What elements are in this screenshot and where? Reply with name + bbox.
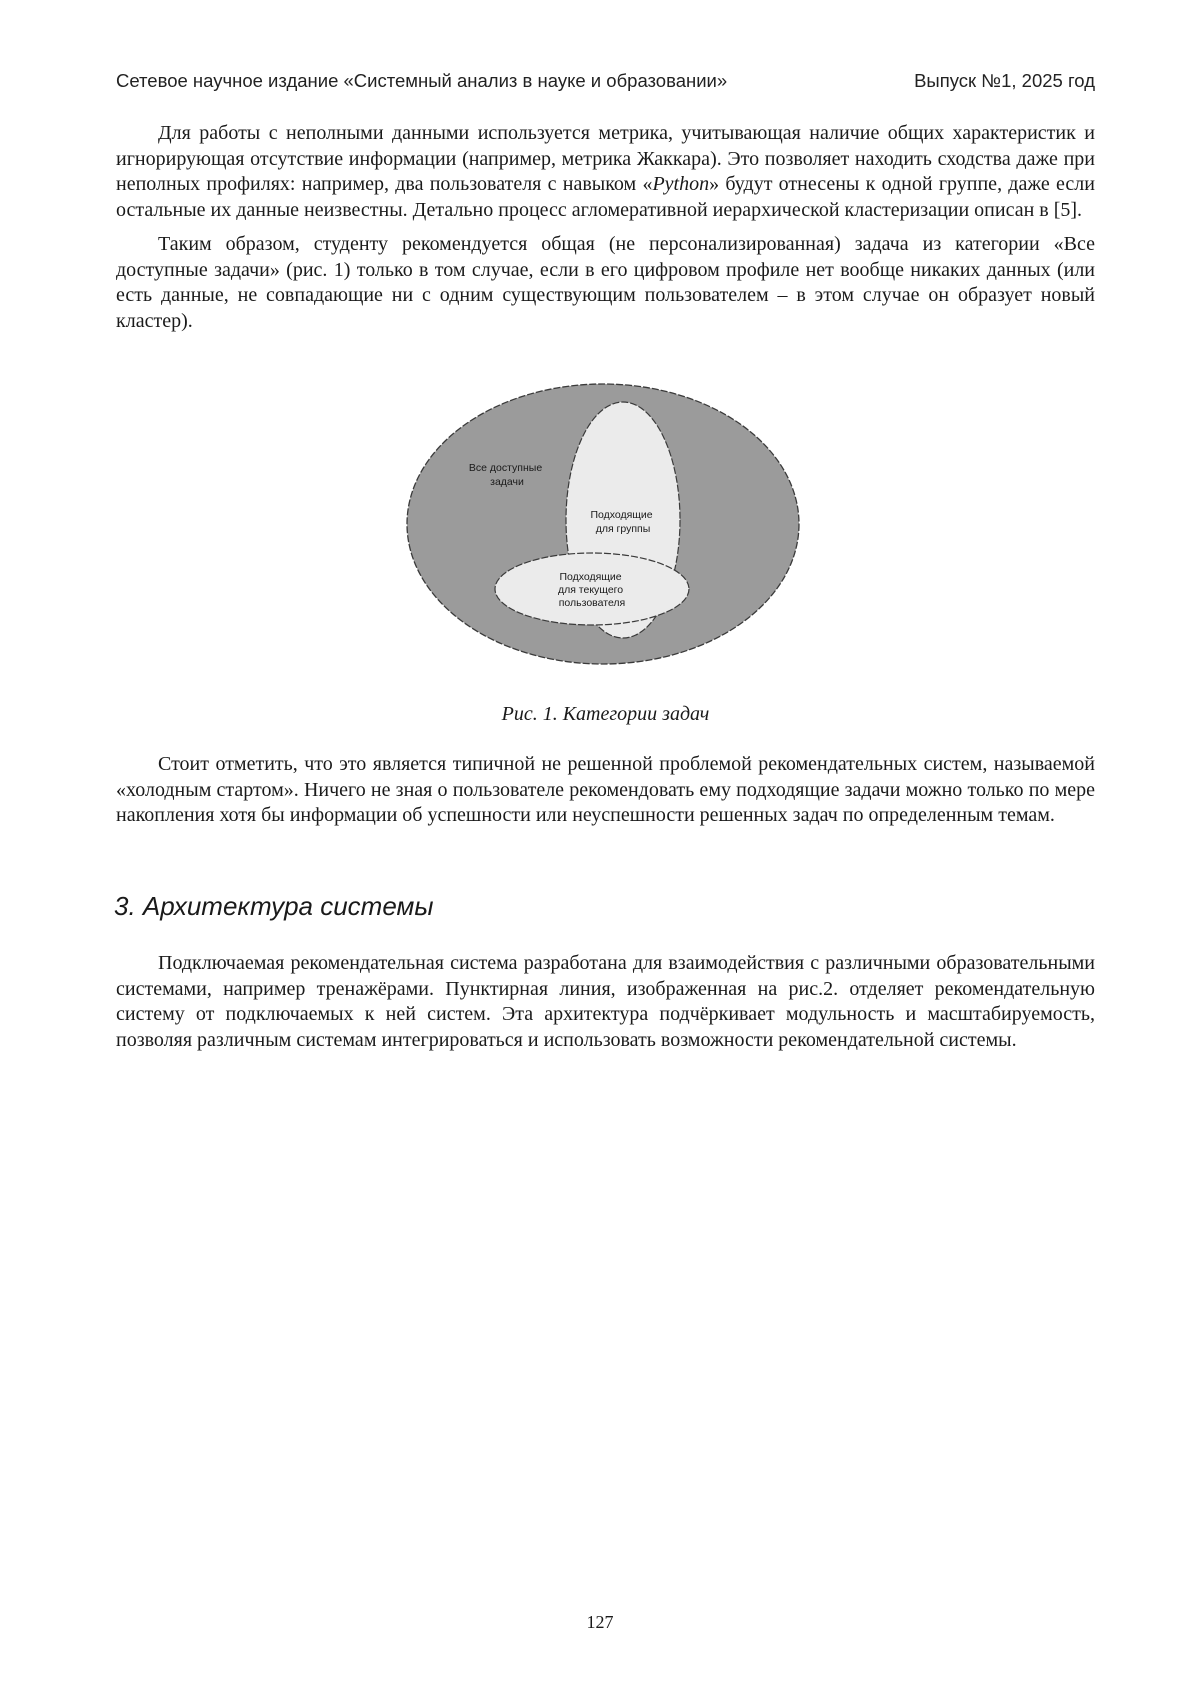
- paragraph-1: Для работы с неполными данными используется метрика, учитывающая наличие общих характеристик и игнорирующая отсутствие информации (например, метрика Жаккара). Это позволяет находить сходства даже при неполных профилях: например, два пользователя с навыком «Python» будут отнесены к одной группе, даже если остальные их данные неизвестны. Детально процесс агломеративной иерархической кластеризации описан в [5].: [116, 121, 1095, 223]
- paragraph-4: Подключаемая рекомендательная система разработана для взаимодействия с различными образовательными системами, например тренажёрами. Пунктирная линия, изображенная на рис.2. отделяет рекомендательную систему от подключаемых к ней систем. Эта архитектура подчёркивает модульность и масштабируемость, позволяя различным системам интегрироваться и использовать возможности рекомендательной системы.: [116, 951, 1095, 1053]
- intro-text: [116, 121, 1095, 334]
- all-tasks-label: Все доступные задачи: [469, 462, 545, 488]
- user-tasks-label: Подходящие для текущего пользователя: [558, 571, 626, 609]
- cold-start-text: [116, 752, 1095, 829]
- venn-diagram: [403, 381, 803, 667]
- section-heading: 3. Архитектура системы: [114, 891, 433, 922]
- figure-caption: Рис. 1. Категории задач: [116, 703, 1095, 726]
- python-term: Python: [652, 173, 709, 195]
- figure-task-categories: [403, 381, 803, 667]
- paragraph-3: Стоит отметить, что это является типичной не решенной проблемой рекомендательных систем, называемой «холодным стартом». Ничего не зная о пользователе рекомендовать ему подходящие задачи можно только по мере накопления хотя бы информации об успешности или неуспешности решенных задач по определенным темам.: [116, 752, 1095, 829]
- architecture-text: [116, 951, 1095, 1053]
- group-tasks-label: Подходящие для группы: [590, 509, 655, 535]
- paragraph-2: Таким образом, студенту рекомендуется общая (не персонализированная) задача из категории «Все доступные задачи» (рис. 1) только в том случае, если в его цифровом профиле нет вообще никаких данных (или есть данные, не совпадающие ни с одним существующим пользователем – в этом случае он образует новый кластер).: [116, 232, 1095, 334]
- issue-info: Выпуск №1, 2025 год: [914, 70, 1095, 92]
- running-header: [116, 70, 1095, 92]
- page-number: 127: [0, 1612, 1200, 1633]
- journal-title: Сетевое научное издание «Системный анализ в науке и образовании»: [116, 70, 727, 92]
